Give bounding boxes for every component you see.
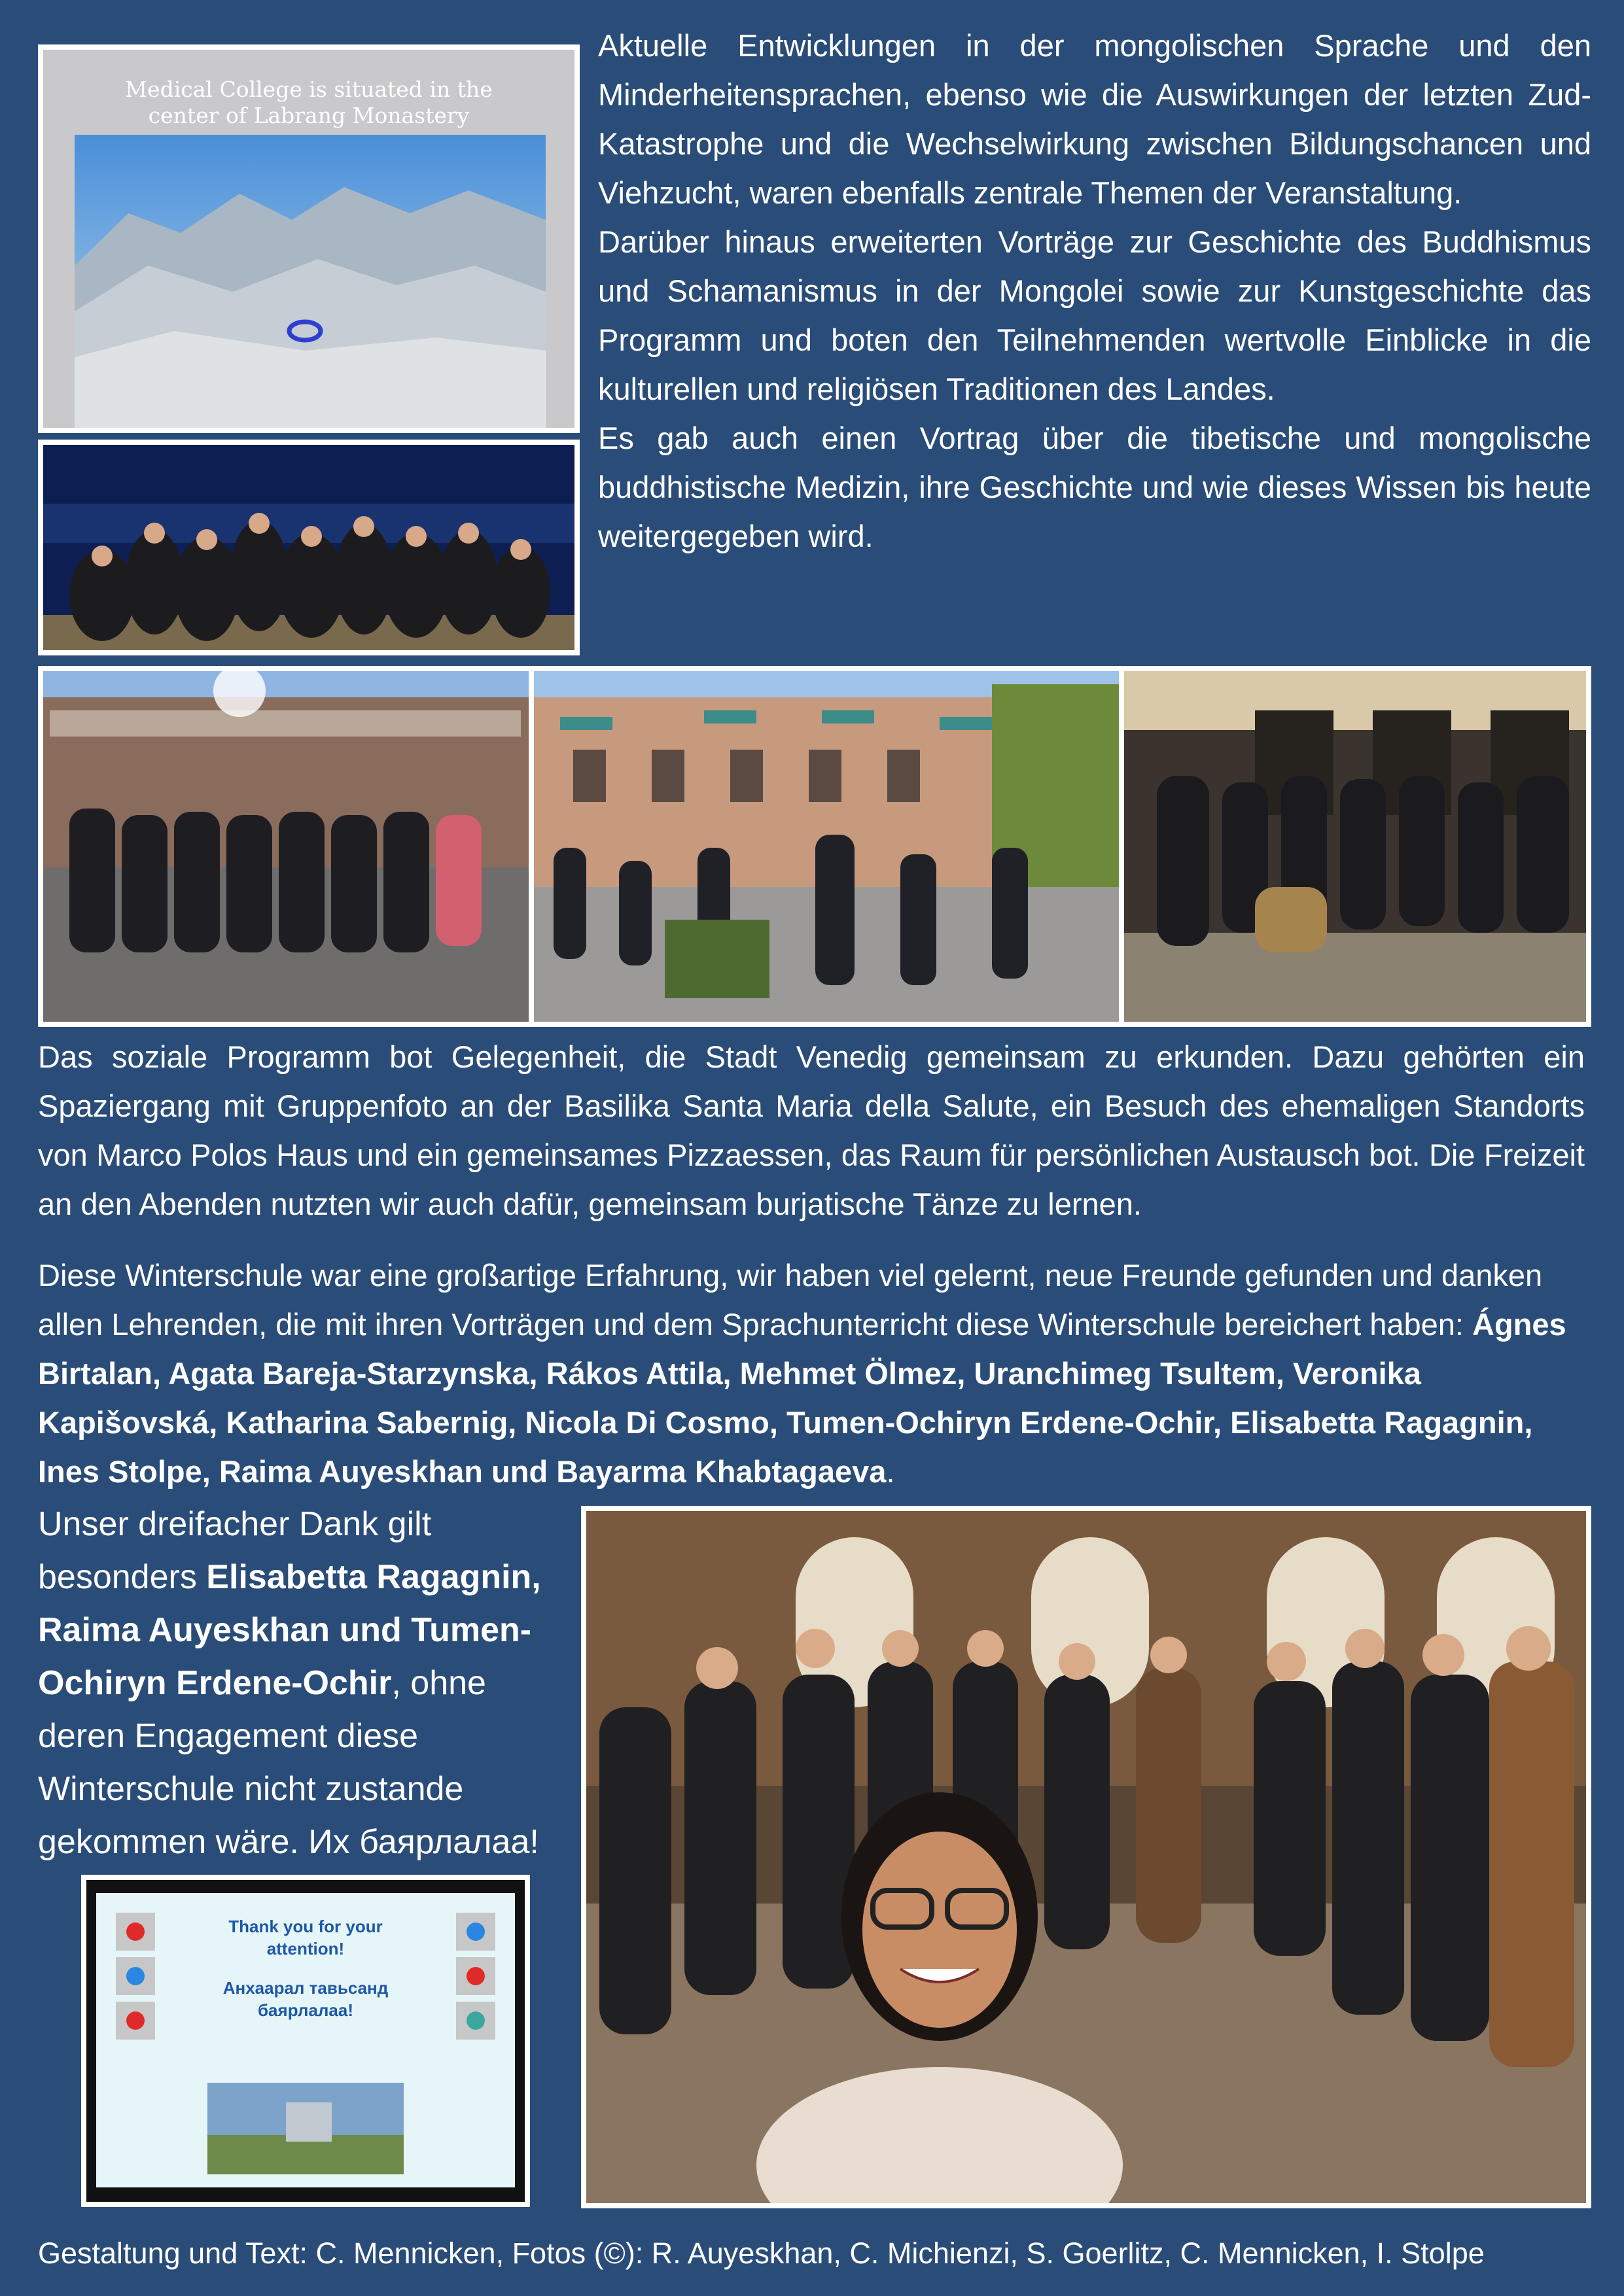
organizer-names: Elisabetta Ragagnin, Raima Auyeskhan und Tumen-Ochiryn Erdene-Ochir [38,1558,541,1702]
photo-night-group [38,440,580,655]
credits-text: Gestaltung und Text: C. Mennicken, Fotos (©): R. Auyeskhan, C. Michienzi, S. Goerlitz, C. Mennicken, I. Stolpe [38,2236,1485,2270]
paragraph-language: Aktuelle Entwicklungen in der mongolischen Sprache und den Minderheitensprachen, ebenso wie die Auswirkungen der letzten Zud-Katastrophe und die Wechselwirkung zwischen Bildungschancen und Viehzucht, waren ebenfalls zentrale Themen der Veranstaltung. [598,28,1591,210]
teacher-names: Ágnes Birtalan, Agata Bareja-Starzynska, Rákos Attila, Mehmet Ölmez, Uranchimeg Tsultem, Veronika Kapišovská, Katharina Sabernig, Nicola Di Cosmo, Tumen-Ochiryn Erdene-Ochir, Elisabetta Ragagnin, Ines Stolpe, Raima Auyeskhan und Bayarma Khabtagaeva [38,1307,1566,1489]
labrang-slide-image [43,50,574,428]
labrang-slide-line2: center of Labrang Monastery [148,103,470,128]
thankyou-slide-frame [86,1880,525,2202]
paragraph-religion: Darüber hinaus erweiterten Vorträge zur Geschichte des Buddhismus und Schamanismus in der Mongolei sowie zur Kunstgeschichte das Programm und boten den Teilnehmenden wertvolle Einblicke in die kulturellen und religiösen Traditionen des Landes. [598,224,1591,406]
triple-thanks [38,1498,561,1869]
photo-square-dance [534,671,1119,1022]
thanks-end: . [886,1454,895,1489]
thanks-text [38,1251,1585,1496]
triple-thanks-post: , ohne deren Engagement diese Winterschule nicht zustande gekommen wäre. Их баярлалаа! [38,1664,539,1861]
thankyou-line2: attention! [266,1939,345,1958]
night-group-image [43,445,574,650]
labrang-slide-line1: Medical College is situated in the [125,77,493,102]
photo-selfie-group [581,1506,1591,2208]
photo-indoor-group [1124,671,1586,1022]
indoor-group-image [1124,671,1586,1022]
triple-thanks-pre: Unser dreifacher Dank gilt besonders [38,1505,432,1596]
thankyou-line4: баярлалаа! [258,2000,353,2020]
thanks-paragraph [38,1251,1585,1496]
paragraph-medicine: Es gab auch einen Vortrag über die tibetische und mongolische buddhistische Medizin, ihre Geschichte und wie dieses Wissen bis heute weitergegeben wird. [598,421,1591,553]
square-dance-image [534,671,1119,1022]
footer-credits [38,2231,1608,2276]
selfie-group-image [586,1511,1586,2203]
photo-labrang-slide [38,44,580,433]
thankyou-line1: Thank you for your [228,1917,383,1936]
social-programme-text: Das soziale Programm bot Gelegenheit, die Stadt Venedig gemeinsam zu erkunden. Dazu gehörten ein Spaziergang mit Gruppenfoto an der Basilika Santa Maria della Salute, ein Besuch des ehemaligen Standorts von Marco Polos Haus und ein gemeinsames Pizzaessen, das Raum für persönlichen Austausch bot. Die Freizeit an den Abenden nutzten wir auch dafür, gemeinsam burjatische Tänze zu lernen. [38,1039,1585,1221]
thanks-intro: Diese Winterschule war eine großartige Erfahrung, wir haben viel gelernt, neue Freunde gefunden und danken allen Lehrenden, die mit ihren Vorträgen und dem Sprachunterricht diese Winterschule bereichert haben: [38,1258,1543,1342]
photo-thankyou-slide [81,1875,530,2207]
intro-paragraphs [598,21,1591,561]
photo-courtyard-group [43,671,529,1022]
courtyard-group-image [43,671,529,1022]
social-programme-paragraph [38,1032,1585,1228]
thankyou-slide-image [96,1893,515,2187]
thankyou-line3: Анхаарал тавьсанд [222,1978,389,1998]
triple-thanks-text [38,1498,561,1869]
photo-row [38,666,1591,1027]
